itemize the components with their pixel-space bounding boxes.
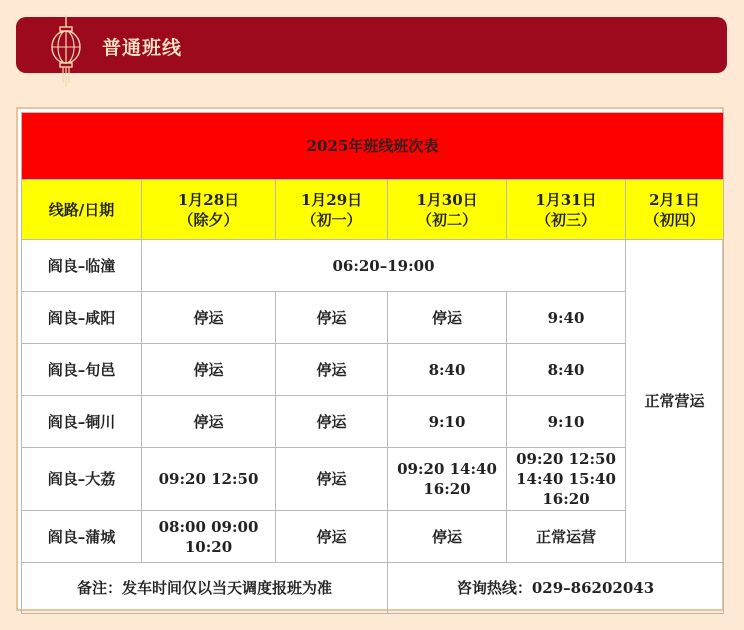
route-name: 阎良–铜川 <box>22 396 142 448</box>
date-header: 1月28日 （除夕） <box>142 180 276 240</box>
route-name: 阎良–旬邑 <box>22 344 142 396</box>
schedule-cell: 09:20 12:50 14:40 15:40 16:20 <box>507 448 626 511</box>
footer-row <box>22 563 724 614</box>
schedule-cell: 09:20 12:50 <box>142 448 276 511</box>
date-header: 1月31日 （初三） <box>507 180 626 240</box>
schedule-cell: 停运 <box>142 344 276 396</box>
header-row <box>22 180 724 240</box>
date-header: 1月30日 （初二） <box>388 180 507 240</box>
date-header: 2月1日 （初四） <box>626 180 724 240</box>
schedule-cell: 9:40 <box>507 292 626 344</box>
schedule-cell: 停运 <box>276 448 388 511</box>
section-title: 普通班线 <box>102 37 183 59</box>
table-row <box>22 292 724 344</box>
schedule-card <box>16 107 724 611</box>
section-banner <box>16 17 727 73</box>
merged-schedule-cell: 06:20–19:00 <box>142 240 626 292</box>
route-name: 阎良–咸阳 <box>22 292 142 344</box>
table-row <box>22 344 724 396</box>
table-row <box>22 448 724 511</box>
schedule-cell: 08:00 09:00 10:20 <box>142 511 276 563</box>
schedule-cell: 停运 <box>388 511 507 563</box>
schedule-cell: 09:20 14:40 16:20 <box>388 448 507 511</box>
schedule-cell: 停运 <box>276 344 388 396</box>
hotline-info: 咨询热线：029–86202043 <box>388 563 724 614</box>
table-row <box>22 396 724 448</box>
schedule-cell: 停运 <box>276 396 388 448</box>
route-name: 阎良–大荔 <box>22 448 142 511</box>
schedule-cell: 停运 <box>142 292 276 344</box>
table-row <box>22 511 724 563</box>
schedule-cell: 停运 <box>276 511 388 563</box>
feb1-status-cell: 正常营运 <box>626 240 724 563</box>
schedule-cell: 8:40 <box>388 344 507 396</box>
remark-note: 备注：发车时间仅以当天调度报班为准 <box>22 563 388 614</box>
route-name: 阎良–临潼 <box>22 240 142 292</box>
schedule-table <box>21 112 724 614</box>
schedule-cell: 停运 <box>276 292 388 344</box>
schedule-cell: 8:40 <box>507 344 626 396</box>
schedule-cell: 停运 <box>388 292 507 344</box>
schedule-cell: 停运 <box>142 396 276 448</box>
schedule-cell: 9:10 <box>507 396 626 448</box>
route-name: 阎良–蒲城 <box>22 511 142 563</box>
lantern-icon <box>46 15 86 87</box>
schedule-cell: 9:10 <box>388 396 507 448</box>
table-row <box>22 240 724 292</box>
table-title: 2025年班线班次表 <box>22 113 724 180</box>
date-header: 1月29日 （初一） <box>276 180 388 240</box>
schedule-cell: 正常运营 <box>507 511 626 563</box>
route-date-header: 线路/日期 <box>22 180 142 240</box>
